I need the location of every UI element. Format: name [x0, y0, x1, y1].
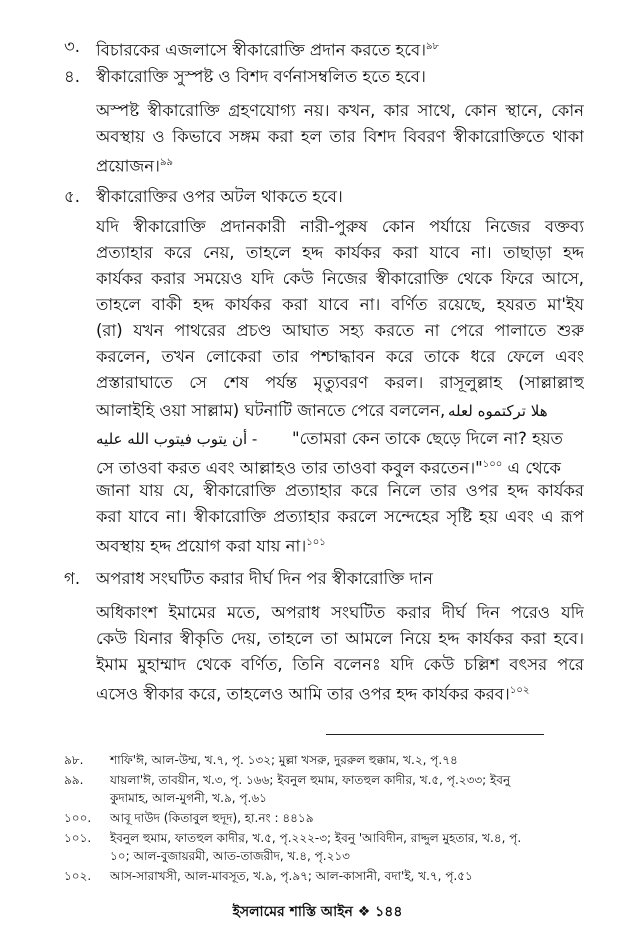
item-number: ৫. — [64, 187, 80, 206]
footnote-number: ১০২. — [64, 869, 92, 883]
paragraph-line: জানা যায় যে, স্বীকারোক্তি প্রত্যাহার করে নিলে তার ওপর হদ্দ কার্যকর — [96, 481, 584, 500]
footnote-text: কুদামাহ, আল-মুগনী, খ.৯, পৃ.৬১ — [110, 791, 267, 805]
item-number: ৪. — [64, 67, 80, 86]
item-number: গ. — [64, 569, 81, 588]
paragraph-line: (রা) যখন পাথরের প্রচণ্ড আঘাত সহ্য করতে না পেরে পালাতে শুরু — [96, 321, 584, 340]
paragraph-line: প্রস্তারাঘাতে সে শেষ পর্যন্ত মৃত্যুবরণ করল। রাসূলুল্লাহ (সাল্লাল্লাহু — [96, 373, 584, 392]
paragraph-line: এসেও স্বীকার করে, তাহলেও আমি তার ওপর হদ্দ কার্যকর করব।$^{১০২}$ — [96, 684, 530, 704]
paragraph-line: আলাইহি ওয়া সাল্লাম) ঘটনাটি জানতে পেরে বললেন, — [96, 401, 446, 420]
footnote-text: শাফি'ঈ, আল-উম্ম, খ.৭, পৃ. ১৩২; মুল্লা খসরু, দুররুল হুক্কাম, খ.২, পৃ.৭৪ — [110, 753, 458, 767]
item-heading: স্বীকারোক্তির ওপর অটল থাকতে হবে। — [96, 187, 343, 206]
paragraph-line: প্রত্যাহার করে নেয়, তাহলে হদ্দ কার্যকর করা যাবে না। তাছাড়া হদ্দ — [96, 243, 584, 262]
footnote-ref: ১০১ — [306, 537, 326, 548]
footnote-number: ১০১. — [64, 831, 92, 845]
footnote-ref: ৯৮ — [426, 41, 440, 52]
item-heading: স্বীকারোক্তি সুস্পষ্ট ও বিশদ বর্ণনাসম্বলিত হতে হবে। — [96, 67, 426, 86]
footnote-ref: ৯৯ — [159, 157, 173, 168]
paragraph-line: "তোমরা কেন তাকে ছেড়ে দিলে না? হয়ত — [292, 429, 563, 448]
paragraph-line: সে তাওবা করত এবং আল্লাহও তার তাওবা কবুল করতেন।"$^{১০০}$ এ থেকে — [96, 458, 561, 478]
footnote-text: ইবনুল হুমাম, ফাতহুল কাদীর, খ.৫, পৃ.২২২-৩; ইবনু 'আবিদীন, রাদ্দুল মুহতার, খ.৪, পৃ. — [110, 831, 522, 845]
paragraph-line: অবস্থায় হদ্দ প্রয়োগ করা যায় না।$^{১০১}$ — [96, 536, 326, 556]
footnote-number: ৯৮. — [64, 753, 84, 767]
footnote-text: যায়লা'ঈ, তাবয়ীন, খ.৩, পৃ. ১৬৬; ইবনুল হুমাম, ফাতহুল কাদীর, খ.৫, পৃ.২৩৩; ইবনু — [110, 773, 511, 787]
paragraph-line: অবস্থায় ও কিভাবে সঙ্গম করা হল তার বিশদ বিবরণ স্বীকারোক্তিতে থাকা — [96, 127, 584, 146]
item-number: ৩. — [64, 37, 80, 56]
footnote-number: ৯৯. — [64, 773, 84, 787]
paragraph-line: অস্পষ্ট স্বীকারোক্তি গ্রহণযোগ্য নয়। কখন, কার সাথে, কোন স্থানে, কোন — [96, 101, 584, 120]
footnote-ref: ১০০ — [482, 459, 503, 470]
paragraph-line: করা যাবে না। স্বীকারোক্তি প্রত্যাহার করলে সন্দেহের সৃষ্টি হয় এবং এ রূপ — [96, 507, 584, 526]
paragraph-line: তাহলে বাকী হদ্দ কার্যকর করা যাবে না। বর্ণিত রয়েছে, হযরত মা'ইয — [96, 295, 584, 314]
arabic-quote: هلا تركتموه لعله — [448, 402, 548, 420]
paragraph-line: যদি স্বীকারোক্তি প্রদানকারী নারী-পুরুষ কোন পর্যায়ে নিজের বক্তব্য — [96, 217, 584, 236]
footnote-text: ১০; আল-বুজায়রমী, আত-তাজরীদ, খ.৪, পৃ.২১৩ — [110, 849, 350, 863]
paragraph-line: প্রয়োজন।$^{৯৯}$ — [96, 156, 173, 176]
paragraph-line: অধিকাংশ ইমামের মতে, অপরাধ সংঘটিত করার দীর্ঘ দিন পরেও যদি — [96, 603, 584, 622]
footnote-ref: ১০২ — [509, 685, 530, 696]
footnote-text: আস-সারাখসী, আল-মাবসূত, খ.৯, পৃ.৯৭; আল-কাসানী, বদা'ই, খ.৭, পৃ.৫১ — [110, 869, 473, 883]
item-heading: অপরাধ সংঘটিত করার দীর্ঘ দিন পর স্বীকারোক্তি দান — [96, 569, 433, 588]
footnote-text: আবূ দাউদ (কিতাবুল হুদূদ), হা.নং : ৪৪১৯ — [110, 811, 314, 825]
paragraph-line: ইমাম মুহাম্মাদ থেকে বর্ণিত, তিনি বলেনঃ যদি কেউ চল্লিশ বৎসর পরে — [96, 655, 584, 674]
item-heading: বিচারকের এজলাসে স্বীকারোক্তি প্রদান করতে হবে।$^{৯৮}$ — [96, 40, 440, 60]
paragraph-line: কার্যকর করার সময়েও যদি কেউ নিজের স্বীকারোক্তি থেকে ফিরে আসে, — [96, 269, 584, 288]
page-footer: ইসলামের শাস্তি আইন ❖ ১৪৪ — [232, 904, 403, 920]
footnote-number: ১০০. — [64, 811, 92, 825]
footnote-divider — [326, 734, 544, 735]
paragraph-line: করলেন, তখন লোকেরা তার পশ্চাদ্ধাবন করে তাকে ধরে ফেলে এবং — [96, 347, 584, 366]
arabic-quote: - أن يتوب فيتوب الله عليه — [96, 430, 258, 448]
paragraph-line: কেউ যিনার স্বীকৃতি দেয়, তাহলে তা আমলে নিয়ে হদ্দ কার্যকর করা হবে। — [96, 629, 584, 648]
